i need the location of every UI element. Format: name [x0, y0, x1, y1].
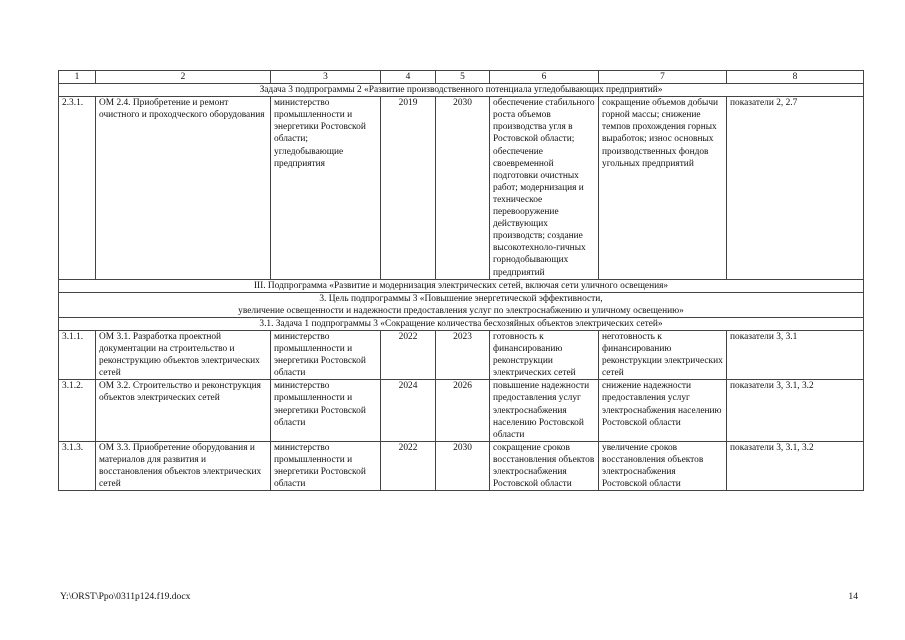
indicator-link: показатели 3, 3.1, 3.2 [727, 441, 864, 490]
measure-name: ОМ 3.2. Строительство и реконструкция объектов электрических сетей [96, 380, 271, 441]
col-number-cell: 4 [381, 71, 436, 84]
indicator-link: показатели 3, 3.1, 3.2 [727, 380, 864, 441]
non-implementation-consequence: неготовность к финансированию реконструкции электрических сетей [599, 330, 727, 379]
col-number-cell: 3 [271, 71, 381, 84]
goal-heading-line: 3. Цель подпрограммы 3 «Повышение энергетической эффективности, [319, 293, 603, 304]
executor: министерство промышленности и энергетики Ростовской области [271, 380, 381, 441]
measure-name: ОМ 3.3. Приобретение оборудования и материалов для развития и восстановления объектов электрических сетей [96, 441, 271, 490]
task-heading: Задача 3 подпрограммы 2 «Развитие производственного потенциала угледобывающих предприятий» [59, 84, 864, 97]
executor: министерство промышленности и энергетики Ростовской области; угледобывающие предприятия [271, 97, 381, 279]
subprogram-heading: III. Подпрограмма «Развитие и модернизация электрических сетей, включая сети уличного освещения» [59, 279, 864, 292]
row-number: 2.3.1. [59, 97, 96, 279]
row-number: 3.1.1. [59, 330, 96, 379]
col-number-cell: 6 [490, 71, 599, 84]
expected-result: повышение надежности предоставления услуг электроснабжения населению Ростовской области [490, 380, 599, 441]
start-year: 2019 [381, 97, 436, 279]
indicator-link: показатели 3, 3.1 [727, 330, 864, 379]
goal-heading-line: увеличение освещенности и надежности предоставления услуг по электроснабжению и уличному освещению» [238, 305, 684, 316]
end-year: 2030 [436, 97, 490, 279]
task-heading: 3.1. Задача 1 подпрограммы 3 «Сокращение количества бесхозяйных объектов электрических сетей» [59, 317, 864, 330]
row-number: 3.1.3. [59, 441, 96, 490]
non-implementation-consequence: сокращение объемов добычи горной массы; снижение темпов прохождения горных выработок; износ основных производственных фондов угольных предприятий [599, 97, 727, 279]
col-number-cell: 5 [436, 71, 490, 84]
non-implementation-consequence: снижение надежности предоставления услуг электроснабжения населению Ростовской области [599, 380, 727, 441]
page-number: 14 [848, 591, 858, 602]
column-number-row [59, 71, 864, 84]
table-row [59, 380, 864, 441]
col-number-cell: 2 [96, 71, 271, 84]
expected-result: обеспечение стабильного роста объемов производства угля в Ростовской области; обеспечение своевременной подготовки очистных работ; модернизация и техническое перевооружение действующих производств; создание высокотехноло-гичных горнодобывающих предприятий [490, 97, 599, 279]
start-year: 2024 [381, 380, 436, 441]
expected-result: готовность к финансированию реконструкции электрических сетей [490, 330, 599, 379]
executor: министерство промышленности и энергетики Ростовской области [271, 441, 381, 490]
col-number-cell: 7 [599, 71, 727, 84]
document-path: Y:\ORST\Ppo\0311p124.f19.docx [60, 591, 191, 602]
measure-name: ОМ 3.1. Разработка проектной документации на строительство и реконструкцию объектов электрических сетей [96, 330, 271, 379]
row-number: 3.1.2. [59, 380, 96, 441]
measure-name: ОМ 2.4. Приобретение и ремонт очистного и проходческого оборудования [96, 97, 271, 279]
executor: министерство промышленности и энергетики Ростовской области [271, 330, 381, 379]
goal-heading [59, 292, 864, 317]
col-number-cell: 1 [59, 71, 96, 84]
indicator-link: показатели 2, 2.7 [727, 97, 864, 279]
col-number-cell: 8 [727, 71, 864, 84]
start-year: 2022 [381, 441, 436, 490]
table-row [59, 441, 864, 490]
table-row [59, 97, 864, 279]
table-row [59, 330, 864, 379]
non-implementation-consequence: увеличение сроков восстановления объектов электроснабжения Ростовской области [599, 441, 727, 490]
end-year: 2026 [436, 380, 490, 441]
measures-table [58, 70, 864, 491]
expected-result: сокращение сроков восстановления объектов электроснабжения Ростовской области [490, 441, 599, 490]
start-year: 2022 [381, 330, 436, 379]
end-year: 2030 [436, 441, 490, 490]
end-year: 2023 [436, 330, 490, 379]
